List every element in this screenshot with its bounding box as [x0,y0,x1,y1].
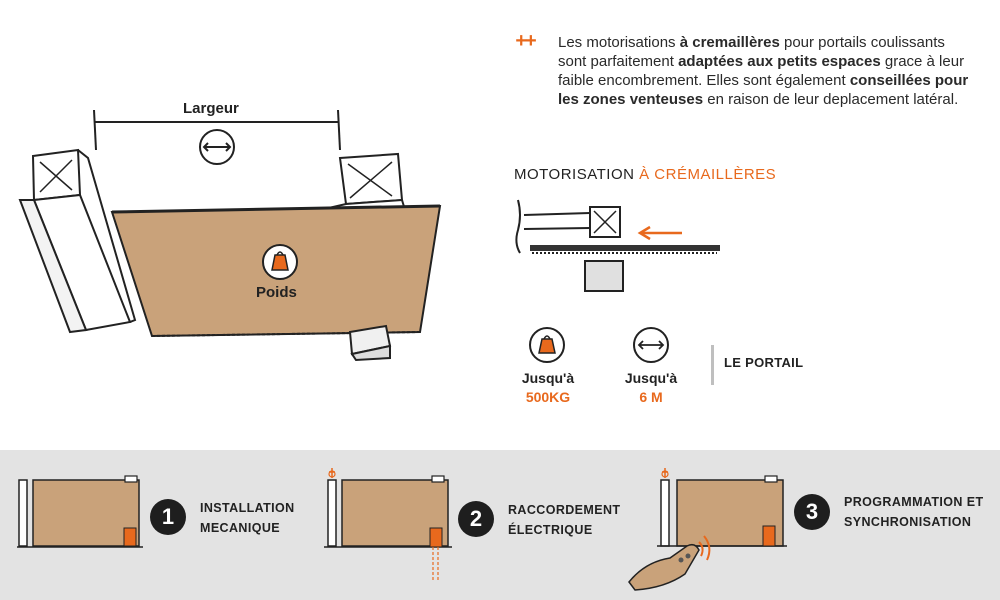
gate-diagram [0,0,470,380]
description-part: grace à leur faible encombrement. Elles sont également [558,53,965,89]
divider-bar [711,345,714,385]
width-stat-value: 6 M [639,389,663,405]
step-2-number: 2 [458,501,494,537]
motorisation-title-main: MOTORISATION [514,166,635,183]
step-3-illustration [625,462,790,598]
step-1-label: INSTALLATION MECANIQUE [200,501,295,535]
poids-label: Poids [256,284,297,301]
weight-icon [263,245,297,279]
description-part: adaptées aux petits espaces [678,53,881,70]
description-part: pour portails coulissants sont parfaitement [558,34,945,70]
weight-stat-value: 500KG [525,389,571,405]
step-1-number: 1 [150,499,186,535]
width-stat-label: Jusqu'à [624,370,678,386]
description-part: conseillées pour les zones venteuses [558,72,969,108]
description-text [558,33,975,109]
plus-plus-icon: ++ [515,30,535,52]
rack-rail [530,245,720,253]
portail-label: LE PORTAIL [724,355,804,370]
width-stat-icon [631,325,671,365]
weight-stat [503,370,593,405]
width-dimension [94,110,340,164]
step-2-illustration [322,462,454,582]
description-part: Les motorisations [558,34,680,51]
width-stat [606,370,696,405]
step-2-label: RACCORDEMENT ÉLECTRIQUE [508,503,621,537]
warning-light-icon [662,468,668,478]
weight-stat-icon [527,325,567,365]
rack-mechanism-diagram [512,195,722,295]
step-1-illustration [15,470,145,555]
remote-control-icon [629,545,699,590]
description-part: en raison de leur deplacement latéral. [703,91,959,108]
motorisation-title-accent: À CRÉMAILLÈRES [639,166,777,183]
motor-box [350,326,390,360]
description-block [515,30,975,109]
left-arrow-icon [640,227,682,239]
left-pillar [20,150,135,332]
motor-icon [124,528,136,546]
step-3-label: PROGRAMMATION ET SYNCHRONISATION [844,495,984,529]
description-part: à cremaillères [679,34,780,51]
warning-light-icon [329,468,335,478]
largeur-label: Largeur [183,100,239,117]
motorisation-title [514,166,776,183]
motor-unit [585,261,623,291]
right-pillar [320,154,405,210]
weight-stat-label: Jusqu'à [521,370,575,386]
step-3-number: 3 [794,494,830,530]
